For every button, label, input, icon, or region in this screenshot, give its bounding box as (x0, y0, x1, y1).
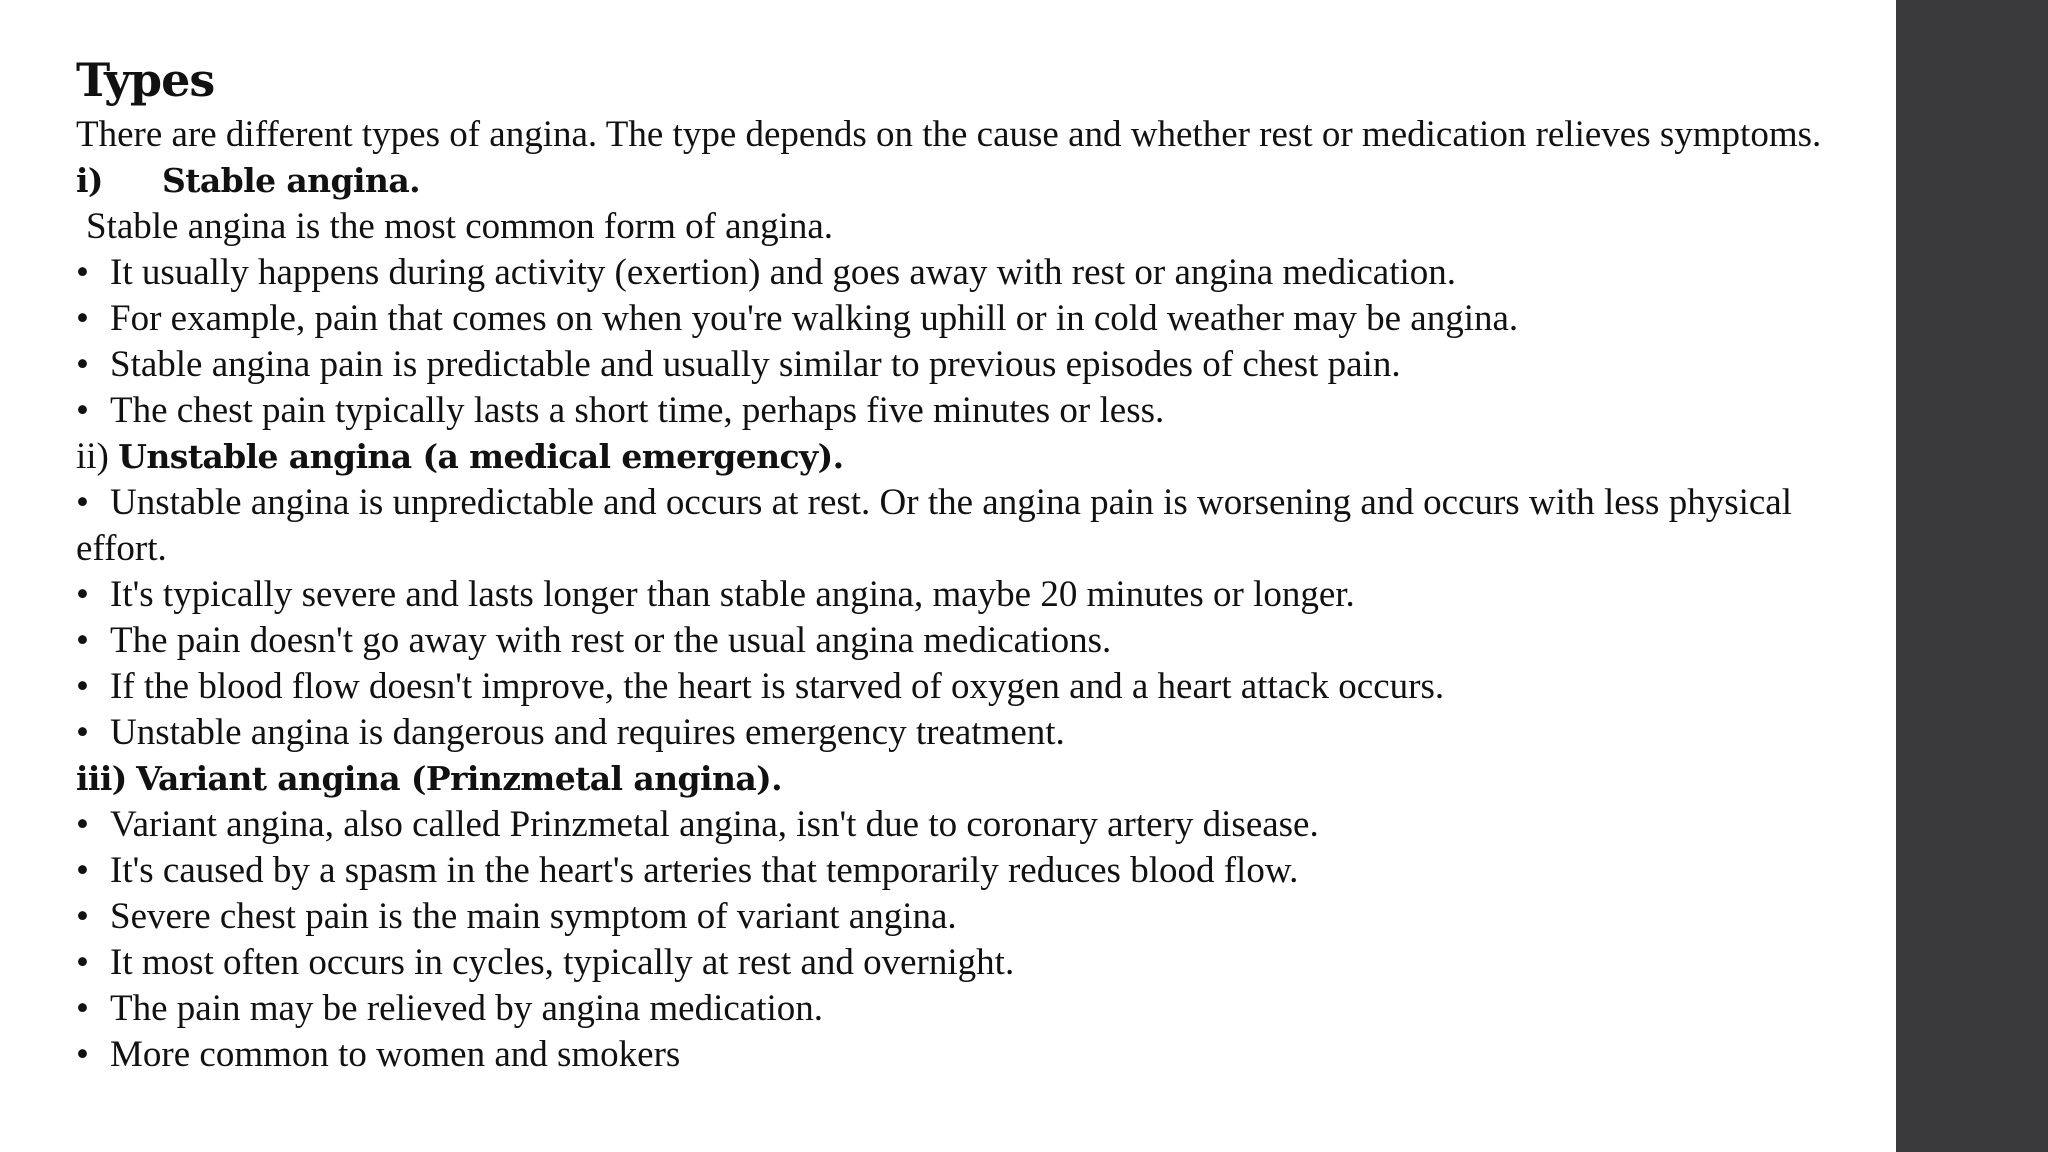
list-item-text: For example, pain that comes on when you're walking uphill or in cold weather may be angina. (110, 298, 1519, 339)
section-title: Variant angina (Prinzmetal angina). (136, 759, 783, 798)
bullet: • (76, 344, 89, 385)
list-item-text: More common to women and smokers (110, 1034, 681, 1075)
list-item (76, 250, 1876, 296)
list-item-text: Unstable angina is dangerous and requires emergency treatment. (110, 712, 1065, 753)
section-number: iii) (76, 759, 127, 798)
list-item-text: It's typically severe and lasts longer than stable angina, maybe 20 minutes or longer. (110, 574, 1355, 615)
bullet: • (76, 988, 89, 1029)
list-item-text: Variant angina, also called Prinzmetal angina, isn't due to coronary artery disease. (110, 804, 1319, 845)
list-item (76, 296, 1876, 342)
list-item (76, 894, 1876, 940)
list-item-text: Severe chest pain is the main symptom of variant angina. (110, 896, 957, 937)
bullet: • (76, 482, 89, 523)
list-item (76, 480, 1846, 572)
list-item (76, 986, 1876, 1032)
bullet: • (76, 804, 89, 845)
list-item (76, 802, 1876, 848)
bullet: • (76, 666, 89, 707)
section-heading-variant (76, 756, 1876, 802)
list-item-text: Unstable angina is unpredictable and occurs at rest. Or the angina pain is worsening and occurs with less physical effort. (76, 482, 1793, 569)
list-item-text: If the blood flow doesn't improve, the heart is starved of oxygen and a heart attack occurs. (110, 666, 1445, 707)
section-heading-stable (76, 158, 1876, 204)
slide-content (76, 48, 1876, 1078)
section-title: Stable angina. (162, 161, 421, 200)
bullet: • (76, 574, 89, 615)
list-item-text: It usually happens during activity (exertion) and goes away with rest or angina medication. (110, 252, 1457, 293)
list-item-text: The chest pain typically lasts a short time, perhaps five minutes or less. (110, 390, 1165, 431)
section-title: Unstable angina (a medical emergency). (118, 437, 844, 476)
list-item (76, 572, 1876, 618)
list-item (76, 388, 1876, 434)
slide-title: Types (76, 53, 215, 107)
list-item-text: The pain may be relieved by angina medication. (110, 988, 824, 1029)
list-item (76, 940, 1876, 986)
bullet: • (76, 298, 89, 339)
list-item (76, 664, 1876, 710)
bullet: • (76, 896, 89, 937)
bullet: • (76, 1034, 89, 1075)
list-item (76, 710, 1876, 756)
bullet: • (76, 390, 89, 431)
bullet: • (76, 942, 89, 983)
bullet: • (76, 252, 89, 293)
list-item (76, 848, 1876, 894)
list-item-text: The pain doesn't go away with rest or the usual angina medications. (110, 620, 1112, 661)
intro-text: There are different types of angina. The type depends on the cause and whether rest or medication relieves symptoms. (76, 114, 1822, 155)
list-item (76, 342, 1876, 388)
bullet: • (76, 620, 89, 661)
section-heading-unstable (76, 434, 1876, 480)
list-item-text: Stable angina pain is predictable and usually similar to previous episodes of chest pain. (110, 344, 1401, 385)
bullet: • (76, 712, 89, 753)
section-number: i) (76, 161, 103, 200)
list-item-text: It most often occurs in cycles, typically at rest and overnight. (110, 942, 1015, 983)
section-number: ii) (76, 436, 109, 477)
bullet: • (76, 850, 89, 891)
side-panel (1896, 0, 2048, 1152)
list-item (76, 618, 1876, 664)
list-item (76, 1032, 1876, 1078)
section-lead: Stable angina is the most common form of angina. (86, 206, 834, 247)
list-item-text: It's caused by a spasm in the heart's arteries that temporarily reduces blood flow. (110, 850, 1299, 891)
